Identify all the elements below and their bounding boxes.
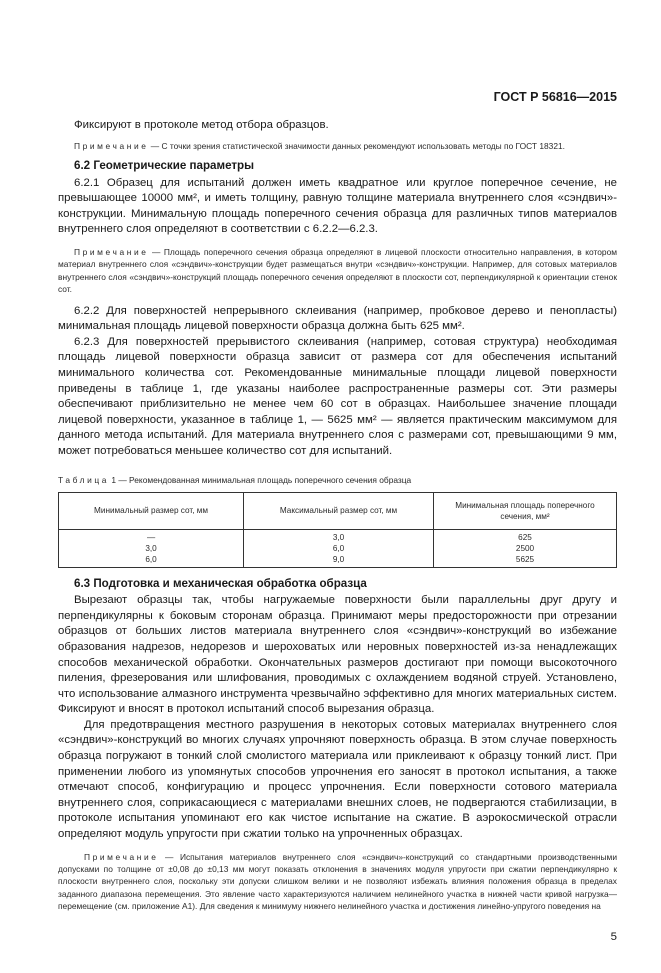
column-header: Максимальный размер сот, мм [244,492,434,529]
note-text: — С точки зрения статистической значимости данных рекомендуют использовать методы по ГОСТ 18321. [148,140,565,151]
paragraph-6-3-2: Для предотвращения местного разрушения в некоторых сотовых материалах внутреннего слоя «сэндвич»-конструкций во многих случаях упрочняют поверхность образца. В этом случае поверхность образца погружают в тонкий слой смолистого материала или приклеивают к образцу тонкий лист. При применении любого из упомянутых способов упрочнения его заносят в протокол испытания, а также отмечают способ, конфигурацию и процесс упрочнения. Если поверхности сотового материала внутреннего слоя, соприкасающиеся с материалами внешних слоев, не подвергаются стабилизации, в протоколе испытания упоминают его как чистое испытание на сжатие. В аэрокосмической отрасли определяют модуль упругости при сжатии только на упрочненных образцах. [58,718,617,841]
column-header: Минимальная площадь поперечного сечения, мм² [434,492,617,529]
table-label: Таблица [58,474,110,485]
table-row [59,543,617,554]
note-3 [58,851,617,913]
table-cell: 6,0 [59,554,244,568]
table-cell: 5625 [434,554,617,568]
note-1 [58,140,617,152]
table-row [59,529,617,543]
table-cell: 3,0 [59,543,244,554]
table-cell: 625 [434,529,617,543]
table-row [59,554,617,568]
paragraph-intro: Фиксируют в протоколе метод отбора образцов. [74,119,329,131]
paragraph-6-2-1: 6.2.1 Образец для испытаний должен иметь квадратное или круглое поперечное сечение, не превышающее 10000 мм², и иметь толщину, равную толщине материала внутреннего слоя «сэндвич»-конструкции. Минимальную площадь поперечного сечения образца для различных типов материалов внутреннего слоя определяют в соответствии с 6.2.2—6.2.3. [58,176,617,236]
table-cell: 3,0 [244,529,434,543]
note-text: — Площадь поперечного сечения образца определяют в лицевой плоскости относительно направления, в котором материал внутреннего слоя «сэндвич»-конструкции будет размещаться внутри «сэндвич»-конструкции. Например, для сотовых материалов внутреннего слоя «сэндвич»-конструкций площадь поперечного сечения определяют в плоскости сот, перпендикулярной к ориентации стенок сот. [58,246,617,295]
table-cell: 6,0 [244,543,434,554]
note-label: Примечание [74,246,149,257]
paragraph-6-3-1: Вырезают образцы так, чтобы нагружаемые поверхности были параллельны друг другу и перпендикулярны к боковым сторонам образца. Принимают меры предосторожности при отрезании образцов от больших листов материала внутреннего слоя «сэндвич»-конструкций во избежание образования надрезов, недорезов и шероховатых или неровных поверхностей из-за ненадлежащих способов механической обработки. Окончательных размеров достигают при помощи высокоточного пиления, фрезерования или шлифования, проводимых с охлаждением водяной струей. Установлено, что использование алмазного инструмента чрезвычайно эффективно для многих материальных систем. Фиксируют и вносят в протокол испытаний способ вырезания образца. [58,594,617,716]
column-header: Минимальный размер сот, мм [59,492,244,529]
table-cell: 9,0 [244,554,434,568]
paragraph-6-2-2: 6.2.2 Для поверхностей непрерывного склеивания (например, пробковое дерево и пенопласты) минимальная площадь лицевой поверхности образца должна быть 625 мм². [58,304,617,333]
table-caption: 1 — Рекомендованная минимальная площадь поперечного сечения образца [109,474,412,485]
page-number: 5 [610,930,617,943]
table-1 [58,492,617,568]
note-label: Примечание [84,851,159,862]
document-id: ГОСТ Р 56816—2015 [493,90,617,104]
table-cell: 2500 [434,543,617,554]
section-heading-6-3: 6.3 Подготовка и механическая обработка образца [74,576,367,590]
table-cell: — [59,529,244,543]
note-2 [58,246,617,296]
section-heading-6-2: 6.2 Геометрические параметры [74,159,255,172]
paragraph-6-2-3: 6.2.3 Для поверхностей прерывистого склеивания (например, сотовая структура) необходимая площадь лицевой поверхности образца зависит от размера сот для обеспечения испытаний минимального количества сот. Рекомендованные минимальные площади лицевой поверхности приведены в таблице 1, где указаны наиболее распространенные размеры сот. Эти размеры обеспечивают приблизительно не менее чем 60 сот в образцах. Наибольшее значение площади лицевой поверхности, указанное в таблице 1, — 5625 мм² — является практическим максимумом для данного метода испытаний. Для материала внутреннего слоя с размерами сот, превышающими 9 мм, может потребоваться меньшее количество сот для испытаний. [58,335,617,457]
note-text: — Испытания материалов внутреннего слоя «сэндвич»-конструкций со стандартными производственными допусками по толщине от ±0,08 до ±0,13 мм могут показать отклонения в значениях модуля упругости при сжатии перпендикулярно к плоскости внутреннего слоя, поскольку эти допуски слишком велики и не позволяют избежать влияния положения образца в пределах заданного диапазона перемещения. Это явление часто характеризуются наличием нелинейного участка в нижней части кривой нагрузка—перемещение (см. приложение А1). Для сведения к минимуму нижнего нелинейного участка и достижения линейно-упругого поведения на [58,851,617,912]
note-label: Примечание [74,140,149,151]
table-title [58,474,617,486]
